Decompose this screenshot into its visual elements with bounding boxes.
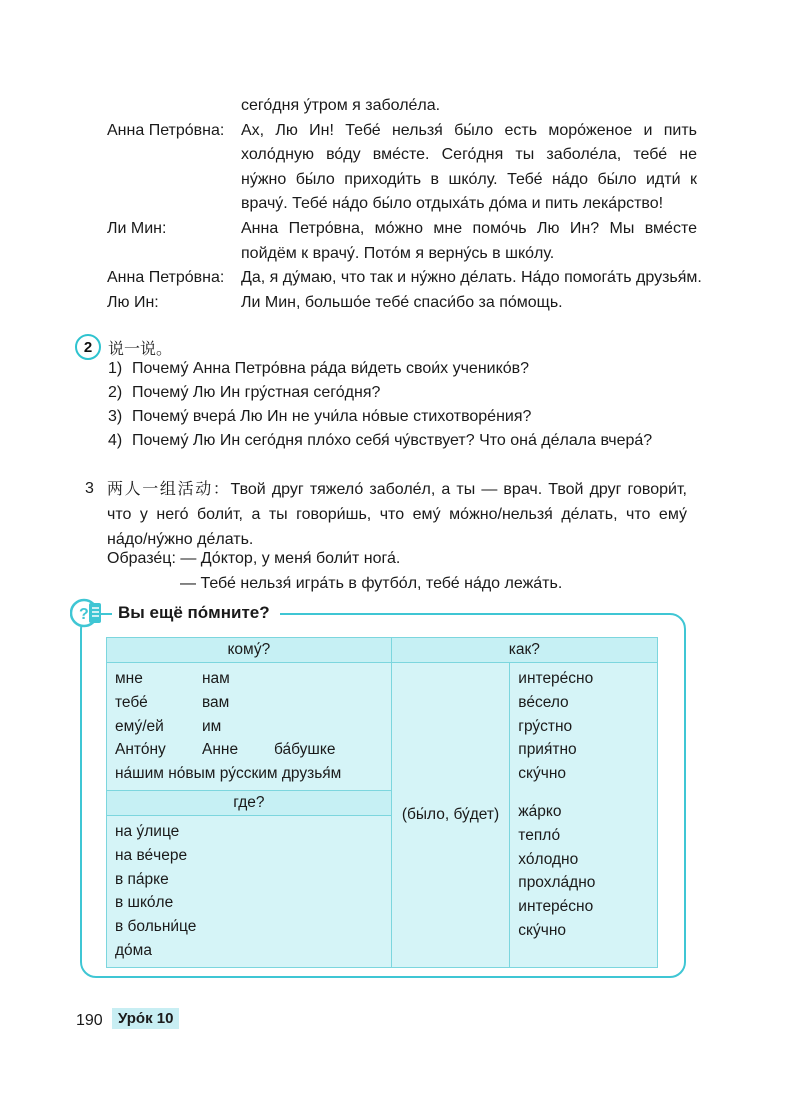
speaker-name: Ли Мин: — [107, 219, 167, 237]
speech — [241, 266, 702, 291]
komu-row — [115, 667, 383, 691]
speech-line: Ах, Лю Ин! Тебе́ нельзя́ бы́ло есть моро́женое и пить — [241, 121, 697, 139]
question-text: Почему́ вчера́ Лю Ин не учи́ла но́вые стихотворе́ния? — [132, 408, 532, 425]
sample-answer-line: — Тебе́ нельзя́ игра́ть в футбо́л, тебе́ на́до лежа́ть. — [180, 575, 563, 592]
komu-word: ему́/ей — [115, 717, 164, 735]
speech-line: холо́дную во́ду вме́сте. Сего́дня ты заболе́ла, тебе́ не — [241, 146, 697, 164]
question-item — [108, 429, 652, 453]
komu-word: Анне — [202, 741, 239, 759]
header-gde: где? — [107, 790, 392, 815]
question-number: 2) — [108, 384, 123, 401]
dialogue-entry — [107, 119, 697, 217]
kak-list-1 — [510, 663, 657, 790]
komu-row — [115, 715, 383, 739]
page-number: 190 — [76, 1012, 103, 1029]
speech-line: врачу́. Тебе́ на́до бы́ло отдыха́ть до́ма и пить лека́рство! — [241, 195, 664, 213]
reminder-table — [106, 637, 658, 968]
task-number-badge: 2 — [75, 334, 101, 360]
middle-cell — [391, 663, 510, 968]
sample-line-1 — [107, 546, 562, 571]
komu-cell — [107, 663, 392, 791]
gde-item: до́ма — [115, 941, 152, 959]
kak-item: ску́чно — [518, 921, 567, 939]
speech-line: сего́дня у́тром я заболе́ла. — [241, 97, 441, 114]
komu-list — [107, 663, 391, 790]
kak-item: жа́рко — [518, 802, 562, 820]
speech-line: пойдём к врачу́. Пото́м я верну́сь в шко́лу. — [241, 244, 555, 262]
lesson-label: Уро́к 10 — [112, 1008, 179, 1029]
kak-item: прия́тно — [518, 741, 577, 759]
speech-line: ну́жно бы́ло приходи́ть в шко́лу. Тебе́ на́до бы́ло идти́ к — [241, 170, 697, 188]
gde-item: в шко́ле — [115, 894, 174, 912]
komu-word: мне — [115, 670, 143, 687]
speaker-name — [107, 94, 241, 119]
komu-row — [115, 762, 383, 786]
dialogue-entry — [107, 291, 697, 316]
gde-item: на ве́чере — [115, 846, 188, 864]
komu-row — [115, 691, 383, 715]
kak-item: тепло́ — [518, 826, 561, 844]
kak-item: ве́село — [518, 693, 569, 711]
question-item — [108, 357, 652, 381]
dialogue — [107, 94, 702, 315]
komu-word: вам — [202, 693, 230, 711]
speech — [241, 217, 697, 266]
kak-list-2 — [510, 790, 657, 947]
task-2-title: 说一说。 — [108, 341, 173, 358]
sample-label: Образе́ц: — [107, 550, 176, 567]
gde-item: в больни́це — [115, 918, 197, 936]
task-3-text — [107, 477, 687, 552]
question-item — [108, 405, 652, 429]
komu-word: тебе́ — [115, 693, 148, 711]
sample-block — [107, 546, 562, 596]
speech-line: Анна Петро́вна, мо́жно мне помо́чь Лю Ин? Мы вме́сте — [241, 219, 697, 237]
komu-word: ба́бушке — [274, 741, 336, 759]
gde-list — [107, 816, 391, 967]
question-item — [108, 381, 652, 405]
header-komu: кому́? — [107, 638, 392, 663]
speaker-name: Анна Петро́вна: — [107, 121, 225, 139]
speaker-name: Лю Ин: — [107, 293, 159, 311]
gde-item: на у́лице — [115, 822, 180, 840]
dialogue-entry — [107, 94, 697, 119]
kak-cell — [510, 663, 658, 968]
gde-item: в па́рке — [115, 870, 169, 888]
speech-line: Да, я ду́маю, что так и ну́жно де́лать. На́до помога́ть друзья́м. — [241, 269, 702, 287]
question-list — [108, 357, 652, 453]
question-number: 4) — [108, 432, 123, 449]
kak-item: ску́чно — [518, 765, 567, 783]
header-kak: как? — [391, 638, 657, 663]
task-3-number: 3 — [85, 480, 94, 497]
reminder-title: Вы ещё по́мните? — [112, 600, 280, 626]
komu-word: на́шим но́вым ру́сским друзья́м — [115, 765, 342, 783]
komu-row — [115, 738, 383, 762]
dialogue-entry — [107, 217, 697, 266]
komu-word: Анто́ну — [115, 741, 166, 759]
speech — [241, 94, 697, 119]
question-text: Почему́ Лю Ин гру́стная сего́дня? — [132, 384, 381, 401]
speech-line: Ли Мин, большо́е тебе́ спаси́бо за по́мощь. — [241, 293, 563, 311]
kak-item: интере́сно — [518, 670, 594, 687]
komu-word: им — [202, 717, 222, 735]
middle-text: (бы́ло, бу́дет) — [401, 805, 500, 823]
svg-text:?: ? — [79, 606, 89, 623]
question-notebook-icon — [70, 596, 104, 630]
kak-item: хо́лодно — [518, 850, 579, 868]
question-text: Почему́ Анна Петро́вна ра́да ви́деть свои́х ученико́в? — [132, 360, 530, 377]
task-3-line: что у него́ боли́т, а ты говори́шь, что ему́ мо́жно/нельзя́ де́лать, что ему́ — [107, 506, 687, 523]
question-number: 3) — [108, 408, 123, 425]
kak-item: прохла́дно — [518, 874, 596, 892]
kak-item: гру́стно — [518, 717, 573, 735]
gde-cell — [107, 815, 392, 967]
komu-word: нам — [202, 670, 230, 687]
kak-item: интере́сно — [518, 898, 594, 916]
sample-doctor-line: — До́ктор, у меня́ боли́т нога́. — [180, 550, 401, 567]
sample-line-2 — [107, 571, 562, 596]
speaker-name: Анна Петро́вна: — [107, 269, 225, 287]
question-text: Почему́ Лю Ин сего́дня пло́хо себя́ чу́вствует? Что она́ де́лала вчера́? — [132, 432, 653, 449]
task-3-line: на́до/ну́жно де́лать. — [107, 531, 254, 548]
dialogue-entry — [107, 266, 702, 291]
speech — [241, 291, 697, 316]
task-3-line: 两人一组活动：Твой друг тяжело́ заболе́л, а ты — врач. Твой друг говори́т, — [107, 481, 687, 498]
speech — [241, 119, 697, 217]
question-number: 1) — [108, 360, 123, 377]
